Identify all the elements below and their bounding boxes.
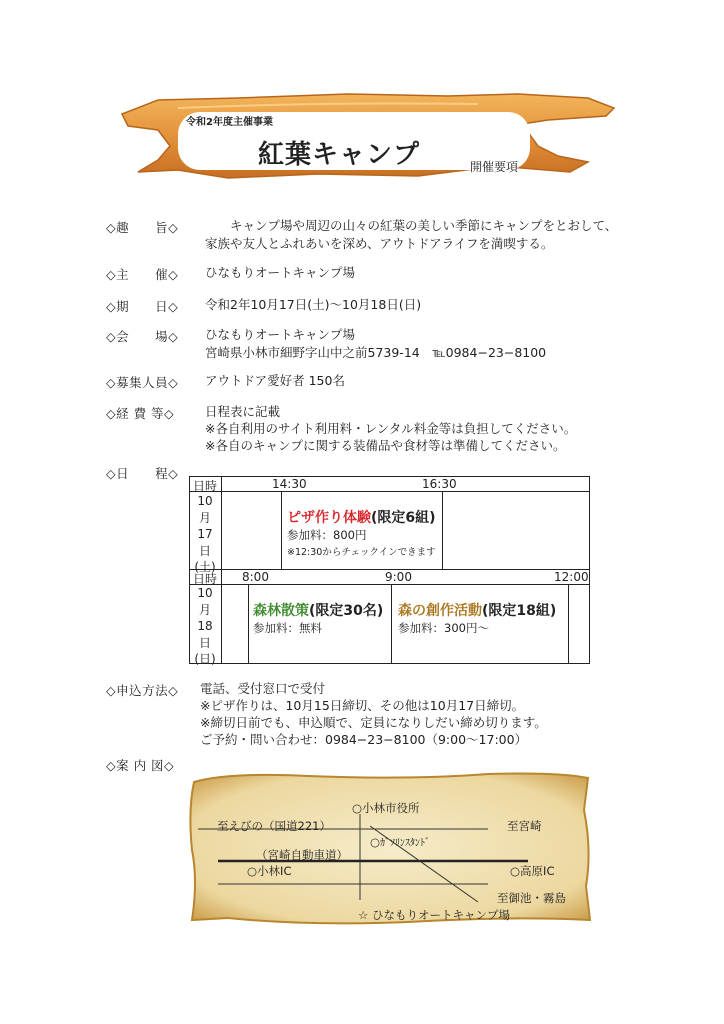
day2-date: 10 月 18 日 (日): [194, 586, 216, 666]
apply-line4: ご予約・問い合わせ：0984−23−8100（9:00〜17:00）: [200, 732, 528, 747]
apply-label: ◇申込方法◇: [106, 683, 179, 698]
pizza-activity-title: ピザ作り体験(限定6組): [287, 510, 436, 526]
host-label: ◇主 催◇: [106, 267, 179, 282]
to-ebino-label: 至えびの（国道221）: [217, 819, 331, 833]
time-label: 12:00: [554, 570, 589, 584]
cost-label: ◇経 費 等◇: [106, 406, 175, 421]
camp-site-label: ☆ ひなもりオートキャンプ場: [358, 908, 510, 922]
forest-walk-fee: 参加料：無料: [253, 621, 322, 635]
schedule-label: ◇日 程◇: [106, 466, 179, 481]
header-label: 日時: [193, 572, 218, 586]
cost-line3: ※各自のキャンプに関する装備品や食材等は準備してください。: [205, 438, 566, 453]
apply-line3: ※締切日前でも、申込順で、定員になりしだい締め切ります。: [200, 715, 547, 730]
recruit-label: ◇募集人員◇: [106, 375, 179, 390]
craft-title: 森の創作活動(限定18組): [398, 603, 557, 619]
time-label: 16:30: [422, 477, 457, 491]
purpose-line2: 家族や友人とふれあいを深め、アウトドアライフを満喫する。: [205, 236, 554, 251]
time-label: 14:30: [272, 477, 307, 491]
to-miyazaki-label: 至宮崎: [507, 819, 542, 833]
to-mii-label: 至御池・霧島: [497, 891, 566, 905]
time-label: 9:00: [385, 570, 412, 584]
event-subtitle: 令和2年度主催事業: [186, 117, 273, 128]
purpose-line1: キャンプ場や周辺の山々の紅葉の美しい季節にキャンプをとおして、: [230, 218, 618, 233]
venue-line1: ひなもりオートキャンプ場: [205, 327, 356, 342]
map-label: ◇案 内 図◇: [106, 758, 175, 773]
day1-date: 10 月 17 日 (土): [194, 494, 216, 574]
craft-fee: 参加料：300円〜: [398, 621, 489, 635]
kobayashi-ic-label: ○小林IC: [247, 864, 292, 878]
apply-line1: 電話、受付窓口で受付: [200, 681, 326, 696]
cost-line1: 日程表に記載: [205, 404, 281, 419]
period-value: 令和2年10月17日(土)〜10月18日(日): [205, 297, 422, 312]
venue-line2: 宮崎県小林市細野字山中之前5739-14 ℡0984−23−8100: [205, 345, 547, 360]
kaisai-label: 開催要項: [470, 160, 519, 174]
recruit-value: アウトドア愛好者 150名: [205, 373, 345, 388]
time-label: 8:00: [242, 570, 269, 584]
city-hall-label: ○小林市役所: [352, 801, 420, 815]
header-label: 日時: [193, 479, 218, 493]
pizza-note: ※12:30からチェックインできます: [287, 547, 436, 558]
expressway-label: （宮崎自動車道）: [256, 848, 348, 862]
page-title: 紅葉キャンプ: [258, 140, 421, 170]
venue-label: ◇会 場◇: [106, 329, 179, 344]
purpose-label: ◇趣 旨◇: [106, 220, 179, 235]
cost-line2: ※各自利用のサイト利用料・レンタル料金等は負担してください。: [205, 421, 577, 436]
host-value: ひなもりオートキャンプ場: [205, 265, 356, 280]
pizza-fee: 参加料：800円: [287, 528, 367, 542]
schedule-table: [189, 476, 590, 664]
apply-line2: ※ピザ作りは、10月15日締切、その他は10月17日締切。: [200, 698, 525, 713]
gas-station-label: ○ｶﾞｿﾘﾝｽﾀﾝﾄﾞ: [370, 835, 431, 849]
takahara-ic-label: ○高原IC: [510, 864, 555, 878]
forest-walk-title: 森林散策(限定30名): [253, 603, 384, 619]
table-line: [221, 477, 222, 663]
period-label: ◇期 日◇: [106, 299, 179, 314]
